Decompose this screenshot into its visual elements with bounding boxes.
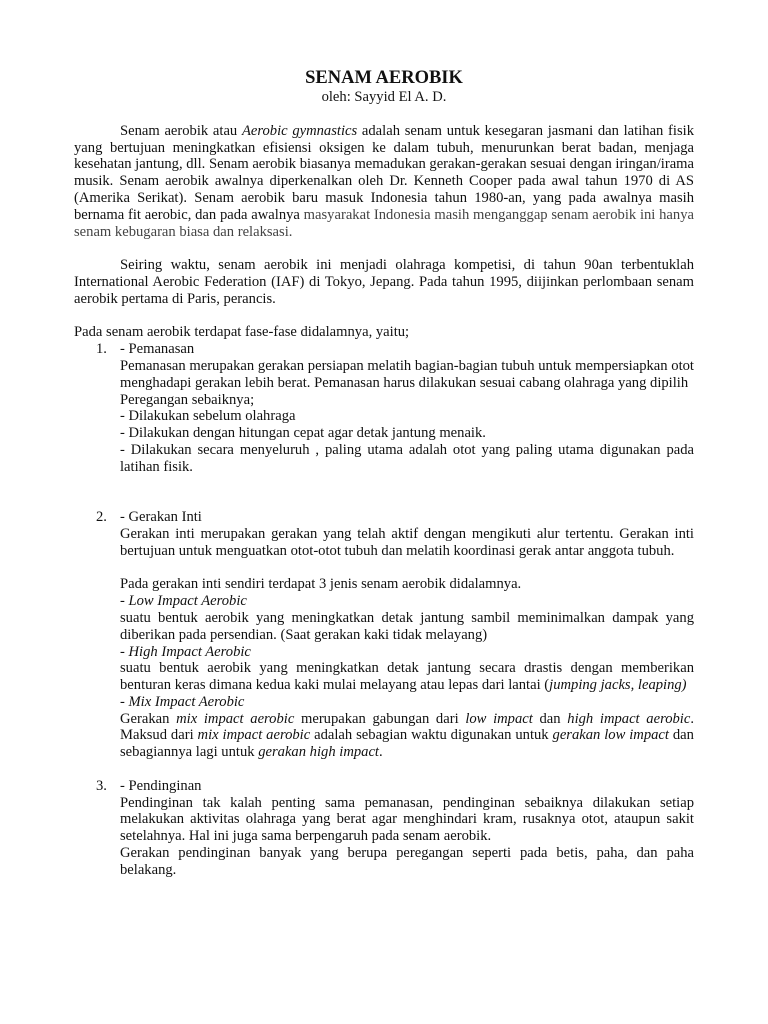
- item-heading: - Pendinginan: [120, 777, 202, 794]
- text-span: masyarakat Indonesia masih menganggap senam aerobik ini hanya senam kebugaran biasa dan relaksasi.: [74, 206, 694, 240]
- text-span: Gerakan: [120, 710, 177, 727]
- item-heading: - Pemanasan: [120, 341, 195, 358]
- phases-list: [74, 341, 694, 879]
- list-number: 3.: [96, 777, 107, 794]
- item-description: Pemanasan merupakan gerakan persiapan melatih bagian-bagian tubuh untuk mempersiapkan otot menghadapi gerakan lebih berat. Pemanasan harus dilakukan sesuai cabang olahraga yang dipilih: [120, 357, 694, 391]
- italic-term: Aerobic gymnastics: [241, 122, 358, 139]
- text-span: adalah senam untuk kesegaran jasmani dan latihan fisik yang bertujuan meningkatkan efisiensi oksigen ke dalam tubuh, menurunkan berat badan, menjaga kesehatan jantung, dll. Senam aerobik biasanya memadukan gerakan-gerakan sesuai dengan iringan/irama musik. Senam aerobik awalnya diperkenalkan oleh Dr. Kenneth Cooper pada awal tahun 1970 di AS (Amerika Serikat). Senam aerobik baru masuk Indonesia tahun 1980-an, yang pada awalnya masih bernama fit aerobic, dan pada awalnya: [74, 122, 695, 223]
- mix-impact-title: - Mix Impact Aerobic: [120, 693, 245, 710]
- italic-term: low impact: [465, 710, 533, 727]
- author-line: oleh: Sayyid El A. D.: [321, 89, 447, 105]
- text-span: adalah sebagian waktu digunakan untuk: [310, 727, 553, 744]
- item-heading: - Gerakan Inti: [120, 509, 202, 526]
- list-item-gerakan-inti: [74, 509, 694, 778]
- low-impact-desc: suatu bentuk aerobik yang meningkatkan detak jantung sambil meminimalkan dampak yang diberikan pada persendian. (Saat gerakan kaki tidak melayang): [120, 609, 694, 643]
- item-description-2: Gerakan pendinginan banyak yang berupa peregangan seperti pada betis, paha, dan paha belakang.: [120, 845, 694, 878]
- list-item-pemanasan: [74, 341, 694, 509]
- phases-intro: Pada senam aerobik terdapat fase-fase didalamnya, yaitu;: [74, 324, 410, 341]
- paragraph-intro: [74, 123, 694, 241]
- high-impact-desc: [120, 660, 694, 694]
- document-title: SENAM AEROBIK: [305, 68, 463, 88]
- italic-term: high impact aerobic: [567, 710, 691, 727]
- bullet-line: - Dilakukan secara menyeluruh , paling utama adalah otot yang paling utama digunakan pada latihan fisik.: [120, 441, 694, 475]
- italic-term: jumping jacks, leaping): [549, 677, 687, 694]
- italic-term: gerakan low impact: [552, 727, 669, 744]
- italic-term: mix impact aerobic: [197, 727, 311, 744]
- text-span: . Maksud dari: [120, 710, 694, 744]
- item-description: Pendinginan tak kalah penting sama pemanasan, pendinginan sebaiknya dilakukan setiap melakukan aktivitas olahraga yang berat agar menghindari kram, rusaknya otot, ataupun sakit setelahnya. Hal ini juga sama berpengaruh pada senam aerobik.: [120, 794, 694, 845]
- item-subheading: Peregangan sebaiknya;: [120, 391, 255, 408]
- item-description: Gerakan inti merupakan gerakan yang telah aktif dengan mengikuti alur tertentu. Gerakan inti bertujuan untuk menguatkan otot-otot tubuh dan melatih koordinasi gerak antar anggota tubuh.: [120, 525, 694, 559]
- text-span: suatu bentuk aerobik yang meningkatkan detak jantung secara drastis dengan memberikan benturan keras dimana kedua kaki mulai melayang atau lepas dari lantai (: [120, 660, 694, 694]
- paragraph-history: Seiring waktu, senam aerobik ini menjadi olahraga kompetisi, di tahun 90an terbentuklah International Aerobic Federation (IAF) di Tokyo, Jepang. Pada tahun 1995, diijinkan perlombaan senam aerobik pertama di Paris, perancis.: [74, 257, 694, 307]
- list-number: 2.: [96, 509, 107, 526]
- low-impact-title: - Low Impact Aerobic: [120, 593, 247, 610]
- item-subheading: Pada gerakan inti sendiri terdapat 3 jenis senam aerobik didalamnya.: [120, 576, 522, 593]
- list-item-pendinginan: [74, 778, 694, 879]
- italic-term: mix impact aerobic: [176, 710, 295, 727]
- list-number: 1.: [96, 341, 107, 358]
- italic-term: gerakan high impact: [258, 744, 379, 761]
- text-span: merupakan gabungan dari: [294, 710, 466, 727]
- text-span: dan: [532, 710, 568, 727]
- mix-impact-desc: [120, 711, 694, 761]
- text-span: dan sebagiannya lagi untuk: [120, 727, 694, 761]
- bullet-line: - Dilakukan dengan hitungan cepat agar detak jantung menaik.: [120, 425, 486, 442]
- high-impact-title: - High Impact Aerobic: [120, 643, 251, 660]
- bullet-line: - Dilakukan sebelum olahraga: [120, 408, 296, 425]
- text-span: Senam aerobik atau: [120, 122, 242, 139]
- text-span: .: [379, 744, 383, 761]
